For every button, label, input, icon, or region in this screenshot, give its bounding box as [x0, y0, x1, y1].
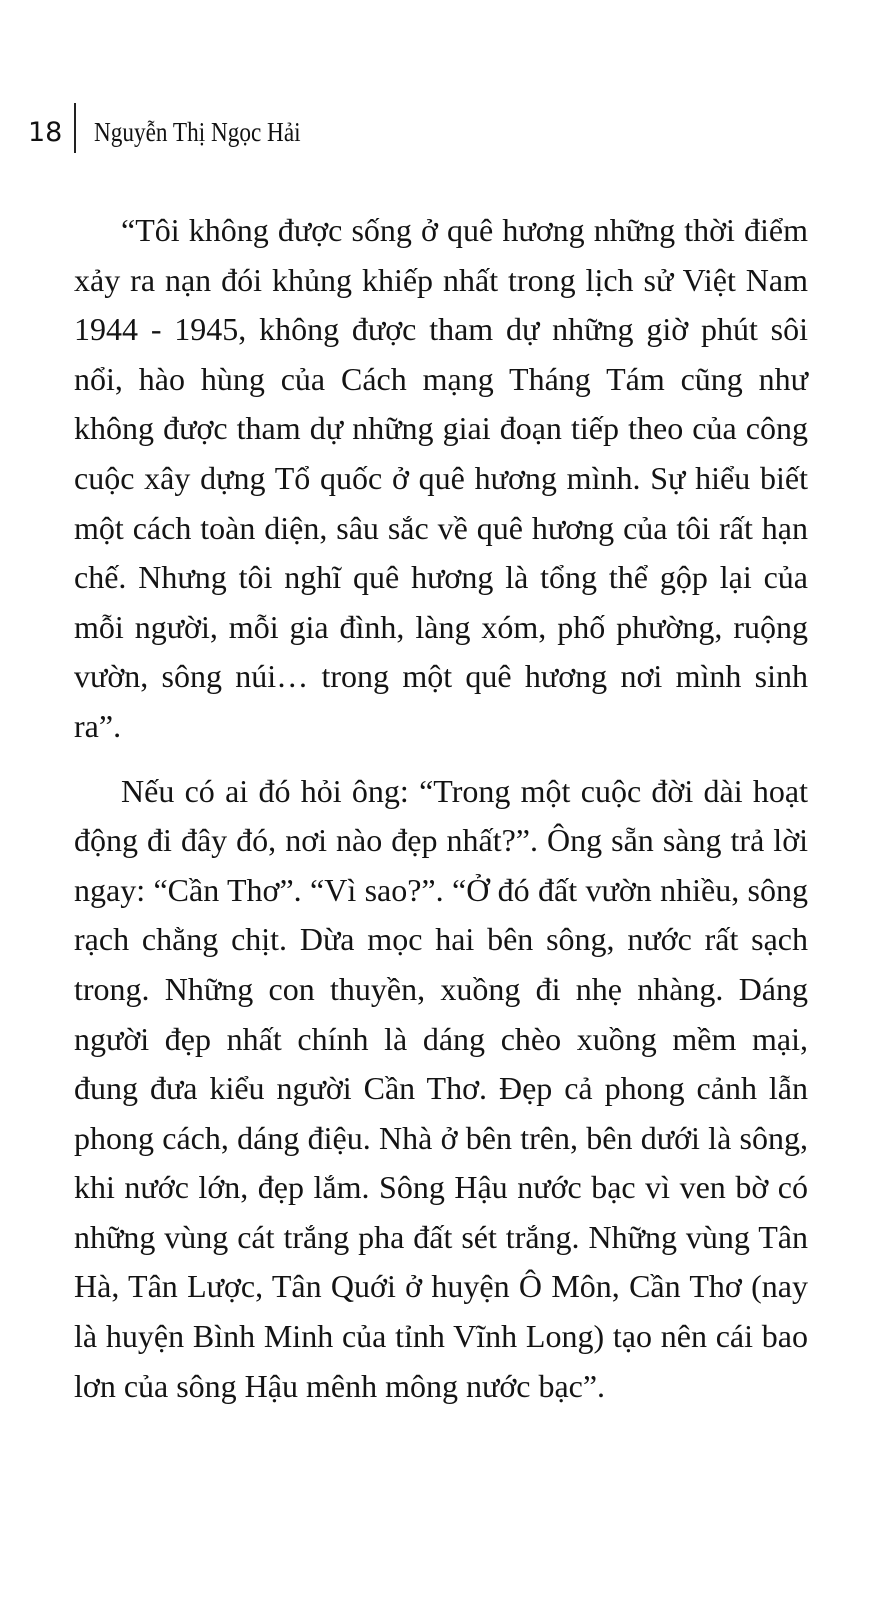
page-number: 18 — [28, 116, 63, 148]
body-text — [74, 206, 808, 1411]
page-header — [28, 100, 335, 156]
paragraph-1: “Tôi không được sống ở quê hương những thời điểm xảy ra nạn đói khủng khiếp nhất trong lịch sử Việt Nam 1944 - 1945, không được tham dự những giờ phút sôi nổi, hào hùng của Cách mạng Tháng Tám cũng như không được tham dự những giai đoạn tiếp theo của công cuộc xây dựng Tổ quốc ở quê hương mình. Sự hiểu biết một cách toàn diện, sâu sắc về quê hương của tôi rất hạn chế. Nhưng tôi nghĩ quê hương là tổng thể gộp lại của mỗi người, mỗi gia đình, làng xóm, phố phường, ruộng vườn, sông núi… trong một quê hương nơi mình sinh ra”. — [74, 212, 808, 744]
running-head-author: Nguyễn Thị Ngọc Hải — [94, 116, 301, 147]
paragraph-2: Nếu có ai đó hỏi ông: “Trong một cuộc đời dài hoạt động đi đây đó, nơi nào đẹp nhất?”. Ông sẵn sàng trả lời ngay: “Cần Thơ”. “Vì sao?”. “Ở đó đất vườn nhiều, sông rạch chằng chịt. Dừa mọc hai bên sông, nước rất sạch trong. Những con thuyền, xuồng đi nhẹ nhàng. Dáng người đẹp nhất chính là dáng chèo xuồng mềm mại, đung đưa kiểu người Cần Thơ. Đẹp cả phong cảnh lẫn phong cách, dáng điệu. Nhà ở bên trên, bên dưới là sông, khi nước lớn, đẹp lắm. Sông Hậu nước bạc vì ven bờ có những vùng cát trắng pha đất sét trắng. Những vùng Tân Hà, Tân Lược, Tân Quới ở huyện Ô Môn, Cần Thơ (nay là huyện Bình Minh của tỉnh Vĩnh Long) tạo nên cái bao lơn của sông Hậu mênh mông nước bạc”. — [74, 772, 808, 1404]
header-divider — [74, 103, 76, 153]
